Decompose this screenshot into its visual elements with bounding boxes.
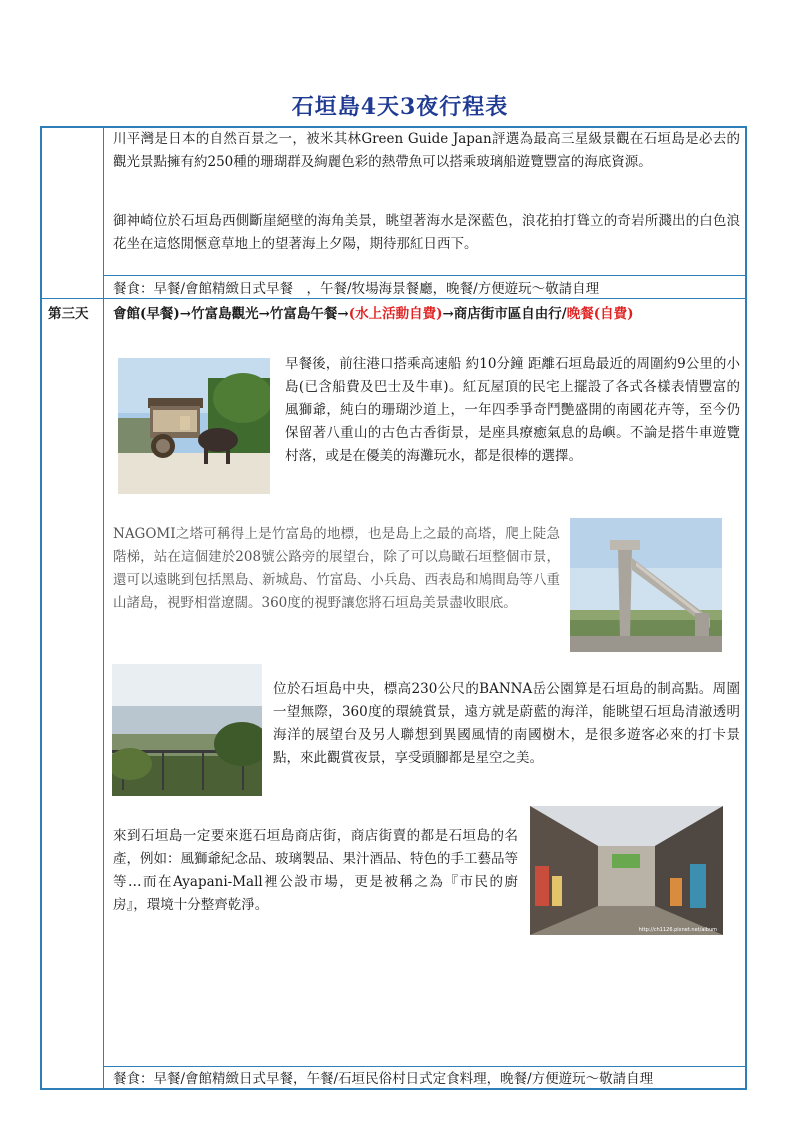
banna-park-paragraph: 位於石垣島中央，標高230公尺的BANNA岳公園算是石垣島的制高點。周圍一望無際，360度的環繞賞景，遠方就是蔚藍的海洋，能眺望石垣島清澈透明海洋的展望台及另人聯想到異國風情的南國樹木，是很多遊客必來的打卡景點，來此觀賞夜景，享受頭腳都是星空之美。 bbox=[273, 681, 740, 766]
ox-cart-photo bbox=[118, 358, 270, 494]
meal-info-day2: 餐食：早餐/會館精緻日式早餐 ，午餐/牧場海景餐廳，晚餐/方便遊玩～敬請自理 bbox=[113, 281, 600, 297]
day3-route bbox=[113, 302, 738, 326]
nagomi-tower-paragraph: NAGOMI之塔可稱得上是竹富島的地標，也是島上之最的高塔，爬上陡急階梯，站在這個建於208號公路旁的展望台，除了可以鳥瞰石垣整個市景，還可以遠眺到包括黑島、新城島、竹富島、小兵島、西表島和鳩間島等八重山諸島，視野相當遼闊。360度的視野讓您將石垣島美景盡收眼底。 bbox=[113, 526, 560, 611]
route-segment-optional: (水上活動自費) bbox=[348, 306, 443, 322]
taketomi-paragraph: 早餐後，前往港口搭乘高速船 約10分鐘 距離石垣島最近的周圍約9公里的小島(已含船費及巴士及牛車)。紅瓦屋頂的民宅上擺設了各式各樣表情豐富的風獅爺，純白的珊瑚沙道上，一年四季爭奇鬥艷盛開的南國花卉等，至今仍保留著八重山的古色古香街景，是座具療癒氣息的島嶼。不論是搭牛車遊覽村落，或是在優美的海灘玩水，都是很棒的選擇。 bbox=[285, 356, 740, 464]
shopping-street-paragraph: 來到石垣島一定要來逛石垣島商店街，商店街賣的都是石垣島的名產，例如：風獅爺紀念品、玻璃製品、果汁酒品、特色的手工藝品等等…而在Ayapani-Mall裡公設市場，更是被稱之為『市民的廚房』，環境十分整齊乾淨。 bbox=[113, 828, 518, 913]
photo-watermark: http://ch1126.pixnet.net/album bbox=[638, 927, 717, 933]
day3-label: 第三天 bbox=[48, 306, 89, 322]
route-segment-optional: 晚餐(自費) bbox=[566, 306, 634, 322]
meal-divider-day2 bbox=[103, 275, 747, 276]
shopping-street-photo bbox=[530, 806, 723, 935]
meal-info-day3: 餐食：早餐/會館精緻日式早餐，午餐/石垣民俗村日式定食料理，晚餐/方便遊玩～敬請自理 bbox=[113, 1071, 654, 1087]
route-segment: →商店街市區自由行/ bbox=[442, 306, 567, 322]
ogamizaki-paragraph: 御神崎位於石垣島西側斷崖絕壁的海角美景，眺望著海水是深藍色，浪花拍打聳立的奇岩所濺出的白色浪花坐在這悠閒愜意草地上的望著海上夕陽，期待那紅日西下。 bbox=[113, 213, 740, 252]
route-segment: 會館(早餐)→竹富島觀光→竹富島午餐→ bbox=[113, 306, 349, 322]
meal-divider-day3 bbox=[103, 1066, 747, 1067]
page-title: 石垣島4天3夜行程表 bbox=[291, 94, 509, 120]
kabira-bay-paragraph: 川平灣是日本的自然百景之一，被米其林Green Guide Japan評選為最高三星級景觀在石垣島是必去的觀光景點擁有約250種的珊瑚群及絢麗色彩的熱帶魚可以搭乘玻璃船遊覽豐富的海底資源。 bbox=[113, 131, 740, 170]
nagomi-tower-photo bbox=[570, 518, 722, 652]
table-column-divider bbox=[103, 126, 104, 1090]
banna-park-photo bbox=[112, 664, 262, 796]
